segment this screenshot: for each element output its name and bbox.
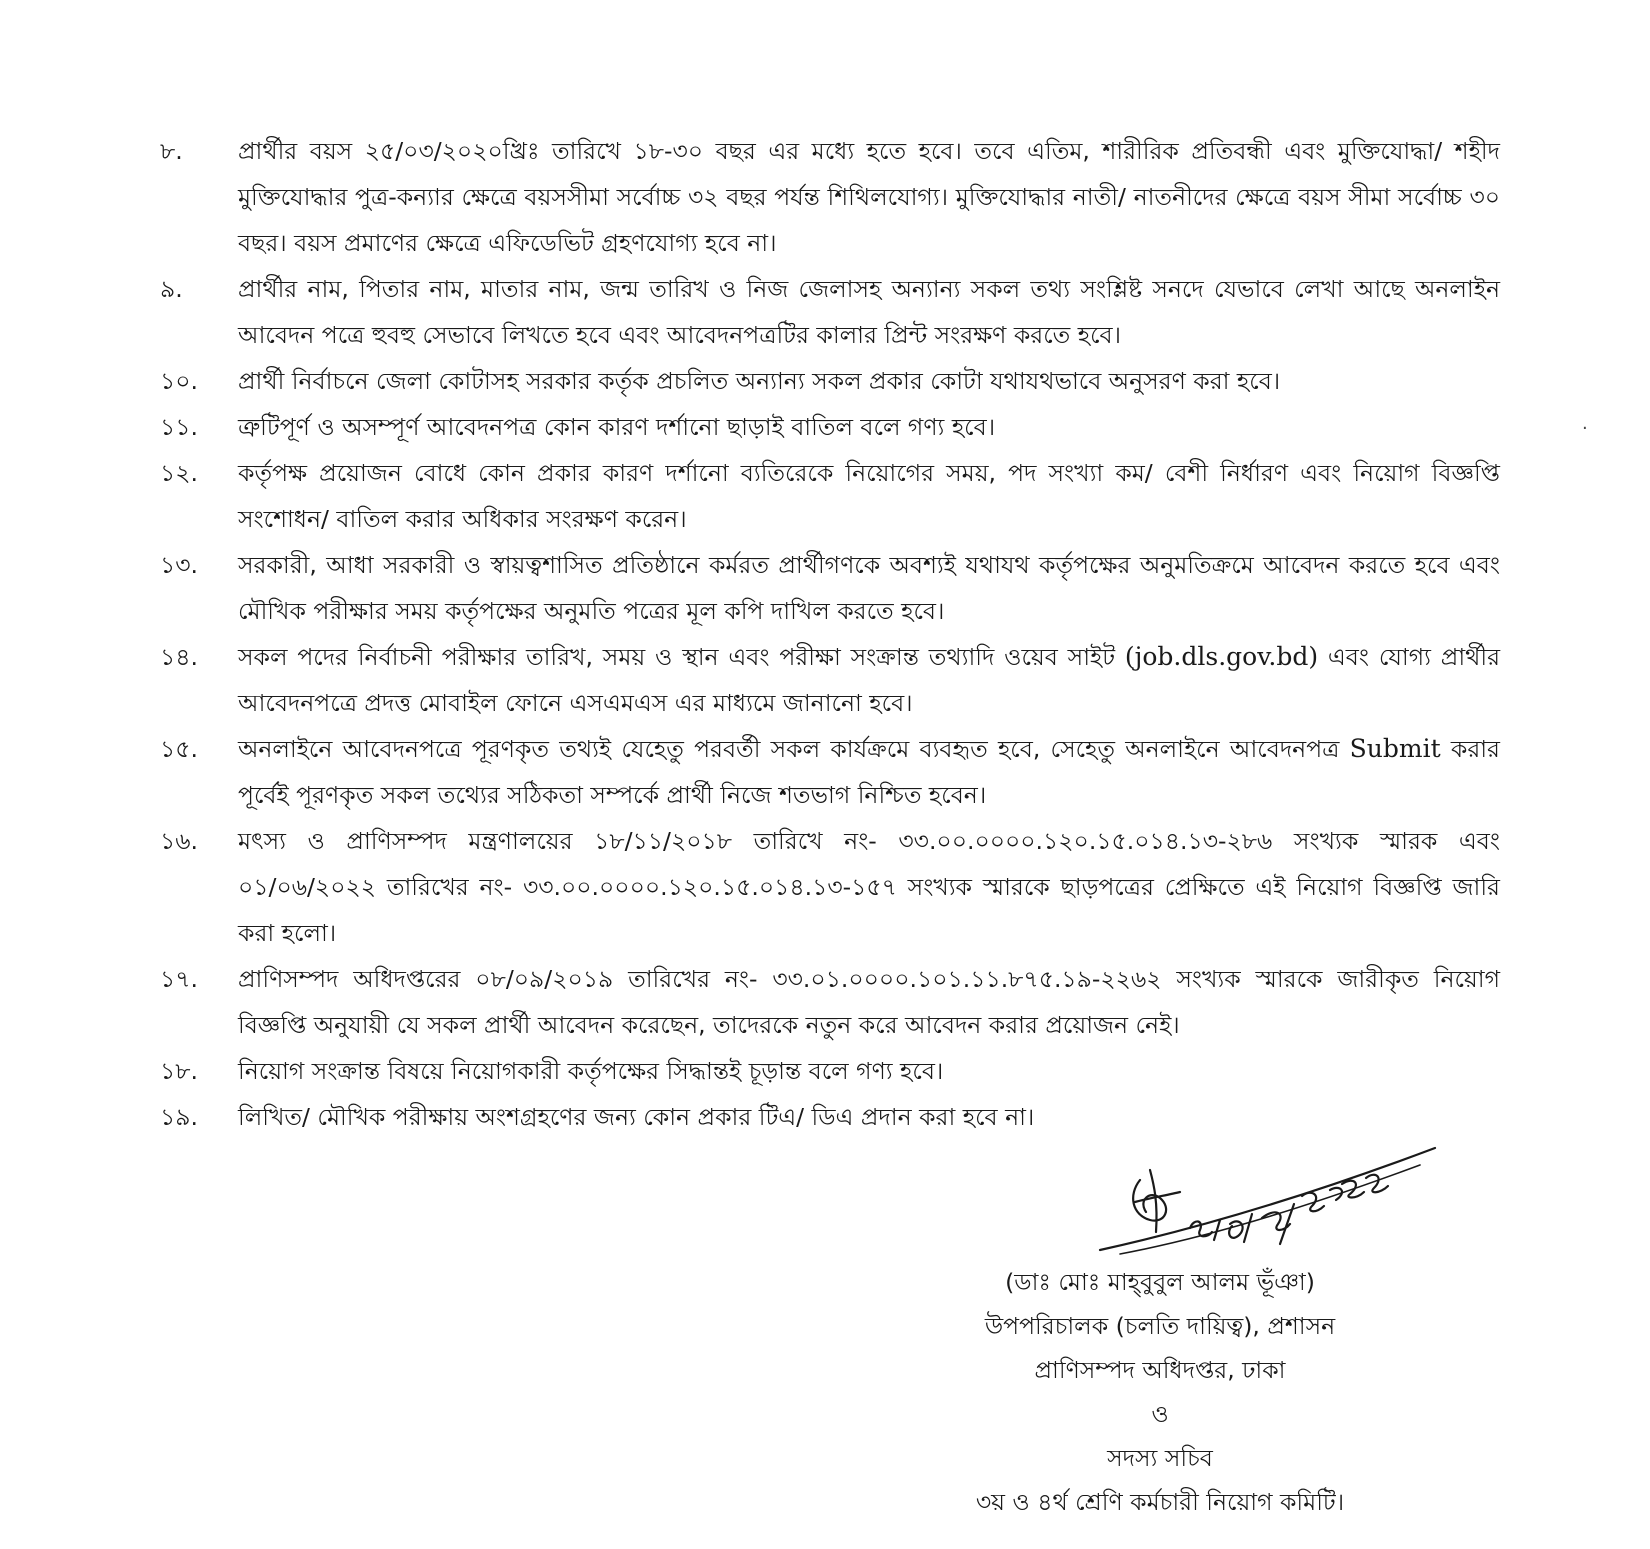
item-text: সরকারী, আধা সরকারী ও স্বায়ত্বশাসিত প্রতিষ্ঠানে কর্মরত প্রার্থীগণকে অবশ্যই যথাযথ কর্তৃপক্ষের অনুমতিক্রমে আবেদন করতে হবে এবং মৌখিক পরীক্ষার সময় কর্তৃপক্ষের অনুমতি পত্রের মূল কপি দাখিল করতে হবে।: [238, 551, 1500, 625]
list-item: [160, 1048, 1500, 1094]
list-item: [160, 818, 1500, 956]
signatory-role: সদস্য সচিব: [1107, 1444, 1213, 1472]
item-text-part: সকল পদের নির্বাচনী পরীক্ষার তারিখ, সময় ও স্থান এবং পরীক্ষা সংক্রান্ত তথ্যাদি ওয়েব সাইট: [238, 643, 1125, 671]
website-url: (job.dls.gov.bd): [1124, 642, 1319, 671]
item-number: ৮.: [160, 137, 183, 165]
item-text: কর্তৃপক্ষ প্রয়োজন বোধে কোন প্রকার কারণ দর্শানো ব্যতিরেকে নিয়োগের সময়, পদ সংখ্যা কম/ বেশী নির্ধারণ এবং নিয়োগ বিজ্ঞপ্তি সংশোধন/ বাতিল করার অধিকার সংরক্ষণ করেন।: [238, 459, 1500, 533]
item-number: ১১.: [160, 413, 198, 441]
item-text: নিয়োগ সংক্রান্ত বিষয়ে নিয়োগকারী কর্তৃপক্ষের সিদ্ধান্তই চূড়ান্ত বলে গণ্য হবে।: [238, 1057, 944, 1085]
scan-speck: ·: [1582, 418, 1588, 439]
item-text-part: অনলাইনে আবেদনপত্রে পূরণকৃত তথ্যই যেহেতু পরবর্তী সকল কার্যক্রমে ব্যবহৃত হবে, সেহেতু অনলাইনে আবেদনপত্র: [238, 735, 1350, 763]
item-text: প্রাণিসম্পদ অধিদপ্তরের ০৮/০৯/২০১৯ তারিখের নং- ৩৩.০১.০০০০.১০১.১১.৮৭৫.১৯-২২৬২ সংখ্যক স্মারকে জারীকৃত নিয়োগ বিজ্ঞপ্তি অনুযায়ী যে সকল প্রার্থী আবেদন করেছেন, তাদেরকে নতুন করে আবেদন করার প্রয়োজন নেই।: [238, 965, 1500, 1039]
list-item: [160, 542, 1500, 634]
item-text: প্রার্থীর নাম, পিতার নাম, মাতার নাম, জন্ম তারিখ ও নিজ জেলাসহ অন্যান্য সকল তথ্য সংশ্লিষ্ট সনদে যেভাবে লেখা আছে অনলাইন আবেদন পত্রে হুবহু সেভাবে লিখতে হবে এবং আবেদনপত্রটির কালার প্রিন্ট সংরক্ষণ করতে হবে।: [238, 275, 1500, 349]
submit-word: Submit: [1349, 734, 1441, 763]
signature-drawing: [1080, 1140, 1440, 1265]
list-item: [160, 450, 1500, 542]
list-item: [160, 266, 1500, 358]
signature-block: [920, 1260, 1400, 1524]
item-number: ১৯.: [160, 1103, 198, 1131]
item-number: ১৭.: [160, 965, 198, 993]
item-text: মৎস্য ও প্রাণিসম্পদ মন্ত্রণালয়ের ১৮/১১/২০১৮ তারিখে নং- ৩৩.০০.০০০০.১২০.১৫.০১৪.১৩-২৮৬ সংখ্যক স্মারক এবং ০১/০৬/২০২২ তারিখের নং- ৩৩.০০.০০০০.১২০.১৫.০১৪.১৩-১৫৭ সংখ্যক স্মারকে ছাড়পত্রের প্রেক্ষিতে এই নিয়োগ বিজ্ঞপ্তি জারি করা হলো।: [238, 827, 1500, 947]
list-item: [160, 956, 1500, 1048]
list-item: [160, 358, 1500, 404]
item-text: ত্রুটিপূর্ণ ও অসম্পূর্ণ আবেদনপত্র কোন কারণ দর্শানো ছাড়াই বাতিল বলে গণ্য হবে।: [238, 413, 996, 441]
list-item: [160, 634, 1500, 726]
item-text: [238, 726, 1500, 818]
item-number: ১৮.: [160, 1057, 198, 1085]
list-item: [160, 726, 1500, 818]
item-number: ১২.: [160, 459, 198, 487]
handwritten-signature: [1080, 1140, 1440, 1265]
signatory-office: প্রাণিসম্পদ অধিদপ্তর, ঢাকা: [1034, 1356, 1286, 1384]
item-text-part: এবং যোগ্য প্রার্থীর আবেদনপত্রে প্রদত্ত মোবাইল ফোনে এসএমএস এর মাধ্যমে জানানো হবে।: [238, 643, 1500, 717]
item-number: ১৪.: [160, 643, 198, 671]
signatory-designation: উপপরিচালক (চলতি দায়িত্ব), প্রশাসন: [984, 1312, 1336, 1340]
item-number: ১৬.: [160, 827, 198, 855]
item-text: প্রার্থী নির্বাচনে জেলা কোটাসহ সরকার কর্তৃক প্রচলিত অন্যান্য সকল প্রকার কোটা যথাযথভাবে অনুসরণ করা হবে।: [238, 367, 1281, 395]
signatory-name: (ডাঃ মোঃ মাহ্‌বুবুল আলম ভূঁঞা): [1005, 1268, 1315, 1296]
list-item: [160, 1094, 1500, 1140]
item-text: লিখিত/ মৌখিক পরীক্ষায় অংশগ্রহণের জন্য কোন প্রকার টিএ/ ডিএ প্রদান করা হবে না।: [238, 1103, 1035, 1131]
item-number: ১৫.: [160, 735, 198, 763]
item-text: প্রার্থীর বয়স ২৫/০৩/২০২০খ্রিঃ তারিখে ১৮-৩০ বছর এর মধ্যে হতে হবে। তবে এতিম, শারীরিক প্রতিবন্ধী এবং মুক্তিযোদ্ধা/ শহীদ মুক্তিযোদ্ধার পুত্র-কন্যার ক্ষেত্রে বয়সসীমা সর্বোচ্চ ৩২ বছর পর্যন্ত শিথিলযোগ্য। মুক্তিযোদ্ধার নাতী/ নাতনীদের ক্ষেত্রে বয়স সীমা সর্বোচ্চ ৩০ বছর। বয়স প্রমাণের ক্ষেত্রে এফিডেভিট গ্রহণযোগ্য হবে না।: [238, 137, 1500, 257]
item-number: ১৩.: [160, 551, 198, 579]
signatory-committee: ৩য় ও ৪র্থ শ্রেণি কর্মচারী নিয়োগ কমিটি।: [975, 1488, 1345, 1516]
item-text-part: করার পূর্বেই পূরণকৃত সকল তথ্যের সঠিকতা সম্পর্কে প্রার্থী নিজে শতভাগ নিশ্চিত হবেন।: [238, 735, 1500, 809]
conditions-list: [160, 128, 1500, 1140]
list-item: [160, 404, 1500, 450]
item-number: ৯.: [160, 275, 183, 303]
signatory-conjunction: ও: [1151, 1400, 1169, 1428]
item-number: ১০.: [160, 367, 198, 395]
list-item: [160, 128, 1500, 266]
item-text: [238, 634, 1500, 726]
